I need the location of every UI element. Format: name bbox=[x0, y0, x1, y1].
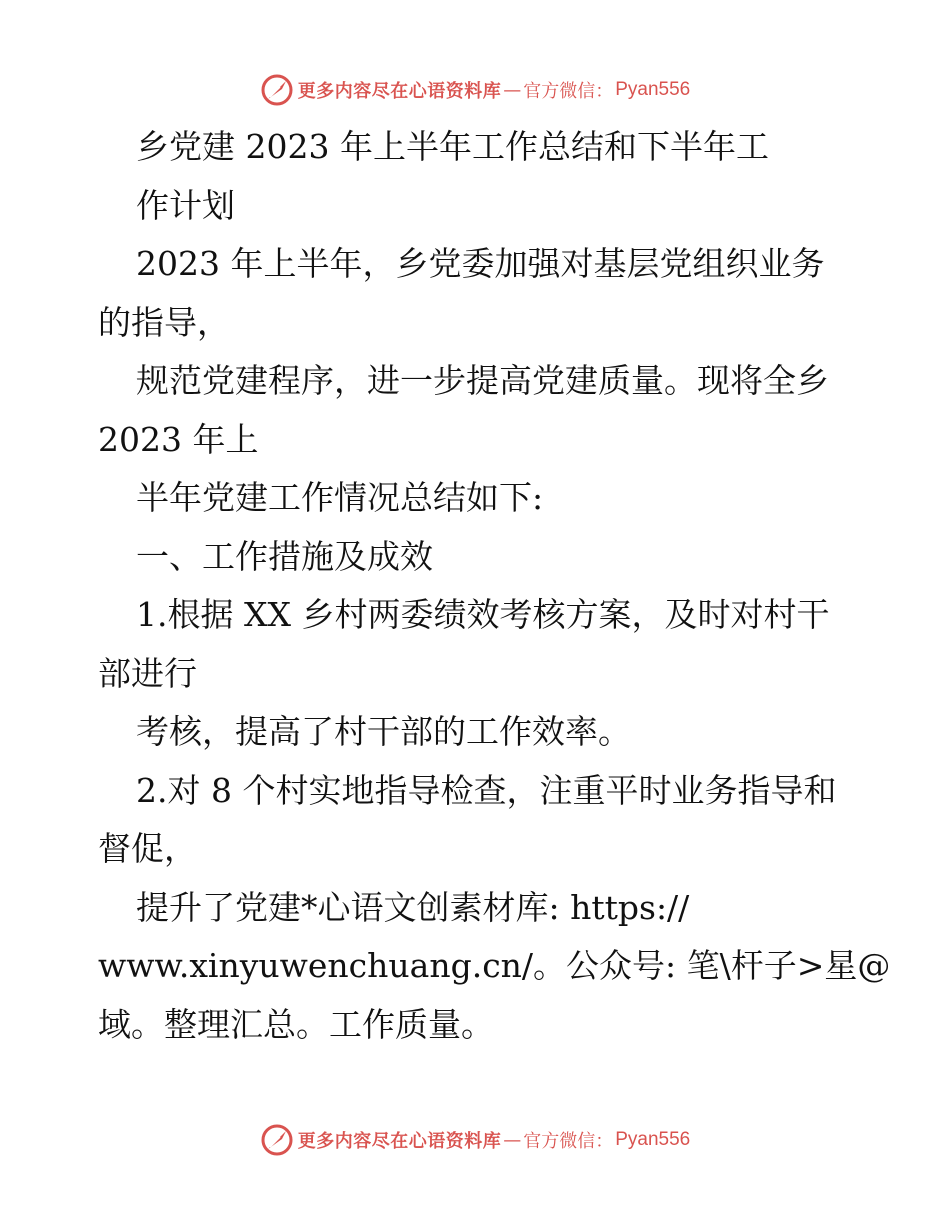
footer-banner bbox=[0, 1120, 950, 1160]
paragraph-line: 半年党建工作情况总结如下: bbox=[136, 478, 544, 517]
paragraph-line: 2023 年上半年，乡党委加强对基层党组织业务 bbox=[136, 244, 825, 283]
paragraph-line: www.xinyuwenchuang.cn/。公众号: 笔\杆子>星@ bbox=[98, 946, 891, 985]
banner-dash: — bbox=[503, 1129, 522, 1151]
doc-title-line-2: 作计划 bbox=[136, 185, 235, 225]
banner-dash: — bbox=[503, 79, 522, 101]
list-item-1: 1.根据 XX 乡村两委绩效考核方案，及时对村干 bbox=[136, 595, 830, 634]
banner-text: 更多内容尽在心语资料库 bbox=[297, 1131, 502, 1152]
paragraph-line: 考核，提高了村干部的工作效率。 bbox=[136, 712, 631, 751]
paragraph-line: 督促， bbox=[98, 829, 197, 868]
banner-text: 更多内容尽在心语资料库 bbox=[297, 81, 502, 102]
section-heading: 一、工作措施及成效 bbox=[136, 536, 433, 576]
paragraph-line: 2023 年上 bbox=[98, 419, 259, 459]
feather-pen-logo-icon bbox=[260, 1123, 294, 1157]
banner-wechat-id: Pyan556 bbox=[615, 79, 691, 100]
doc-title-line-1: 乡党建 2023 年上半年工作总结和下半年工 bbox=[136, 127, 769, 166]
paragraph-line: 的指导， bbox=[98, 302, 230, 342]
document-body bbox=[98, 118, 891, 1054]
paragraph-line: 提升了党建*心语文创素材库: https:// bbox=[136, 887, 690, 927]
banner-wechat-label: 官方微信： bbox=[523, 1131, 614, 1152]
header-banner bbox=[0, 70, 950, 110]
paragraph-line: 规范党建程序，进一步提高党建质量。现将全乡 bbox=[136, 361, 829, 400]
feather-pen-logo-icon bbox=[260, 73, 294, 107]
paragraph-line: 部进行 bbox=[98, 653, 197, 693]
paragraph-line: 域。整理汇总。工作质量。 bbox=[98, 1004, 494, 1044]
banner-wechat-label: 官方微信： bbox=[523, 81, 614, 102]
list-item-2: 2.对 8 个村实地指导检查，注重平时业务指导和 bbox=[136, 770, 837, 810]
banner-wechat-id: Pyan556 bbox=[615, 1129, 691, 1150]
